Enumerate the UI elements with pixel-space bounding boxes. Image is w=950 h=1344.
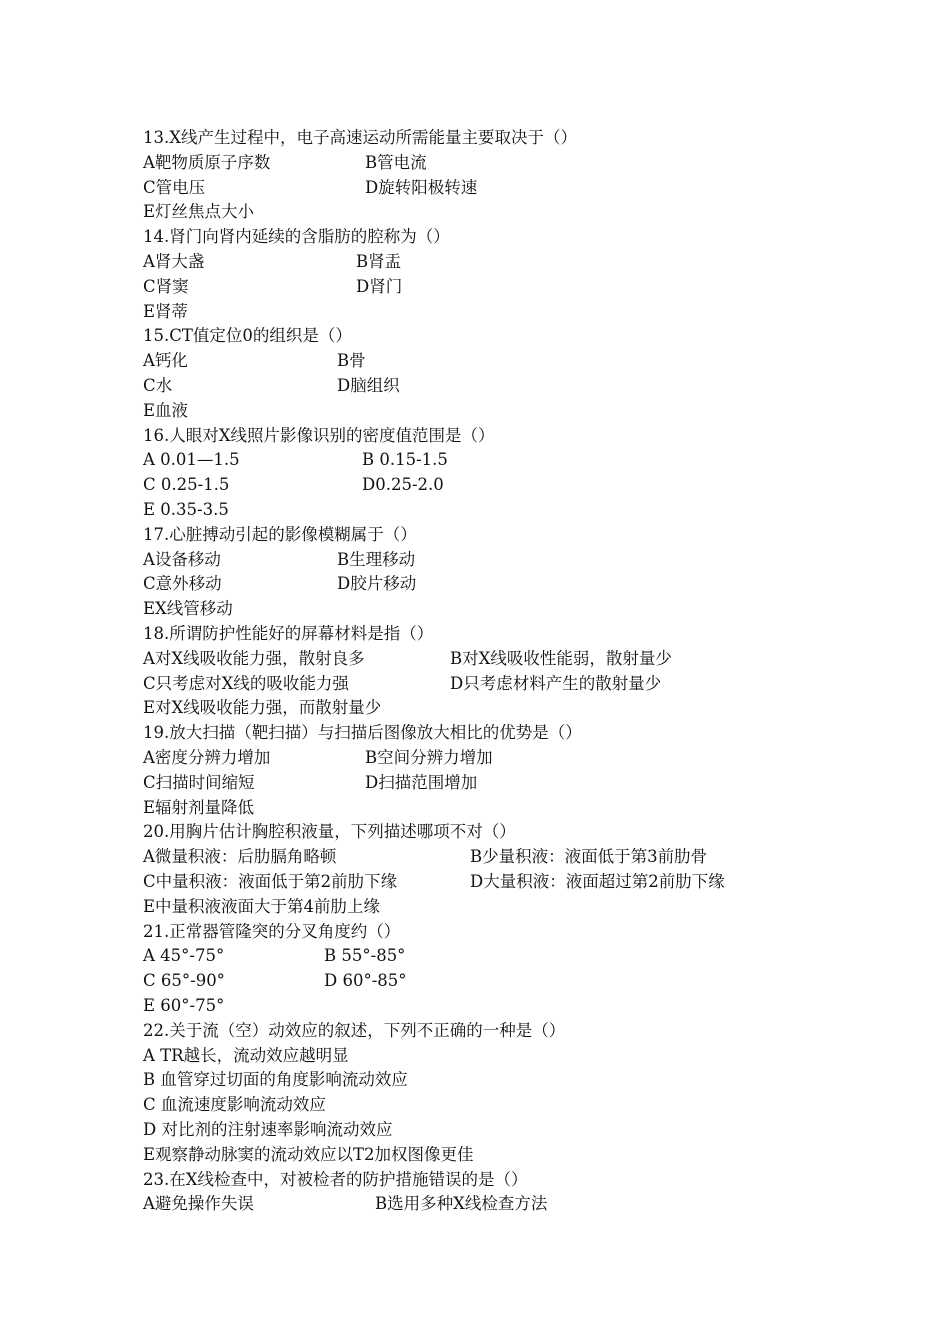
answer-option: A肾大盏 [143, 252, 205, 271]
answer-option: E对X线吸收能力强，而散射量少 [143, 698, 382, 718]
answer-option: C肾窦 [143, 276, 189, 296]
option-row [143, 894, 823, 919]
answer-option: D胶片移动 [337, 574, 417, 594]
answer-option: E中量积液液面大于第4前肋上缘 [143, 896, 381, 916]
answer-option: B 55°-85° [324, 946, 406, 966]
answer-option: B 0.15-1.5 [362, 450, 448, 470]
answer-option: C 血流速度影响流动效应 [143, 1095, 326, 1115]
answer-option: B少量积液：液面低于第3前肋骨 [470, 847, 708, 867]
answer-option: D肾门 [356, 276, 403, 296]
answer-option: B生理移动 [337, 549, 416, 569]
option-row [143, 943, 823, 968]
answer-option: D大量积液：液面超过第2前肋下缘 [470, 872, 725, 891]
answer-option: E辐射剂量降低 [143, 797, 255, 817]
option-row [143, 869, 823, 894]
question-stem: 22.关于流（空）动效应的叙述，下列不正确的一种是（） [143, 1020, 566, 1040]
answer-option: B 血管穿过切面的角度影响流动效应 [143, 1070, 408, 1090]
answer-option: E血液 [143, 400, 189, 420]
answer-option: C 65°-90° [143, 971, 225, 991]
answer-option: B骨 [337, 351, 366, 371]
option-row [143, 398, 823, 423]
option-row [143, 795, 823, 820]
option-row [143, 770, 823, 795]
answer-option: A TR越长，流动效应越明显 [143, 1045, 349, 1065]
answer-option: EX线管移动 [143, 599, 233, 619]
answer-option: B肾盂 [356, 252, 402, 271]
option-row [143, 199, 823, 224]
answer-option: D只考虑材料产生的散射量少 [450, 673, 662, 693]
option-row [143, 175, 823, 200]
question-stem: 20.用胸片估计胸腔积液量，下列描述哪项不对（） [143, 822, 516, 842]
answer-option: C水 [143, 376, 173, 395]
option-row [143, 1142, 823, 1167]
option-row [143, 968, 823, 993]
answer-option: A钙化 [143, 351, 188, 371]
question-stem: 18.所谓防护性能好的屏幕材料是指（） [143, 624, 434, 643]
answer-option: C意外移动 [143, 574, 222, 594]
option-row [143, 646, 823, 671]
option-row [143, 844, 823, 869]
answer-option: C只考虑对X线的吸收能力强 [143, 673, 349, 693]
answer-option: D 60°-85° [324, 971, 407, 991]
answer-option: B对X线吸收性能弱，散射量少 [450, 648, 672, 668]
option-row [143, 596, 823, 621]
answer-option: B管电流 [365, 152, 427, 172]
answer-option: A对X线吸收能力强，散射良多 [143, 648, 365, 668]
answer-option: A设备移动 [143, 549, 221, 569]
question-stem: 14.肾门向肾内延续的含脂肪的腔称为（） [143, 227, 450, 247]
question-stem: 16.人眼对X线照片影像识别的密度值范围是（） [143, 425, 495, 445]
option-row [143, 348, 823, 373]
answer-option: C中量积液：液面低于第2前肋下缘 [143, 872, 398, 891]
answer-option: A微量积液：后肋膈角略顿 [143, 847, 337, 867]
option-row [143, 472, 823, 497]
answer-option: A密度分辨力增加 [143, 748, 271, 767]
answer-option: A靶物质原子序数 [143, 152, 271, 172]
question-stem: 21.正常器管隆突的分叉角度约（） [143, 921, 401, 941]
question-stem: 23.在X线检查中，对被检者的防护措施错误的是（） [143, 1169, 528, 1189]
option-row [143, 299, 823, 324]
answer-option: E肾蒂 [143, 301, 189, 321]
answer-option: B空间分辨力增加 [365, 748, 493, 767]
question-stem: 19.放大扫描（靶扫描）与扫描后图像放大相比的优势是（） [143, 723, 582, 743]
question-stem: 17.心脏搏动引起的影像模糊属于（） [143, 524, 417, 544]
option-row [143, 1067, 823, 1092]
answer-option: A避免操作失误 [143, 1194, 254, 1214]
answer-option: D 对比剂的注射速率影响流动效应 [143, 1120, 393, 1139]
answer-option: D脑组织 [337, 376, 400, 395]
option-row [143, 695, 823, 720]
option-row [143, 745, 823, 770]
answer-option: C管电压 [143, 177, 206, 197]
option-row [143, 1043, 823, 1068]
answer-option: C扫描时间缩短 [143, 772, 255, 792]
question-stem: 13.X线产生过程中，电子高速运动所需能量主要取决于（） [143, 128, 577, 147]
answer-option: E观察静动脉窦的流动效应以T2加权图像更佳 [143, 1144, 474, 1164]
answer-option: C 0.25-1.5 [143, 475, 230, 495]
answer-option: D旋转阳极转速 [365, 177, 478, 197]
option-row [143, 274, 823, 299]
option-row [143, 447, 823, 472]
answer-option: E 0.35-3.5 [143, 500, 229, 519]
option-row [143, 671, 823, 696]
answer-option: E 60°-75° [143, 996, 225, 1015]
option-row [143, 1191, 823, 1216]
answer-option: B选用多种X线检查方法 [375, 1194, 548, 1214]
option-row [143, 497, 823, 522]
answer-option: D扫描范围增加 [365, 772, 478, 792]
answer-option: A 45°-75° [143, 946, 225, 966]
option-row [143, 547, 823, 572]
option-row [143, 150, 823, 175]
option-row [143, 571, 823, 596]
answer-option: D0.25-2.0 [362, 475, 444, 495]
answer-option: A 0.01—1.5 [143, 450, 240, 470]
option-row [143, 1092, 823, 1117]
answer-option: E灯丝焦点大小 [143, 202, 255, 222]
option-row [143, 1117, 823, 1142]
option-row [143, 249, 823, 274]
question-stem: 15.CT值定位0的组织是（） [143, 326, 352, 346]
option-row [143, 993, 823, 1018]
option-row [143, 373, 823, 398]
